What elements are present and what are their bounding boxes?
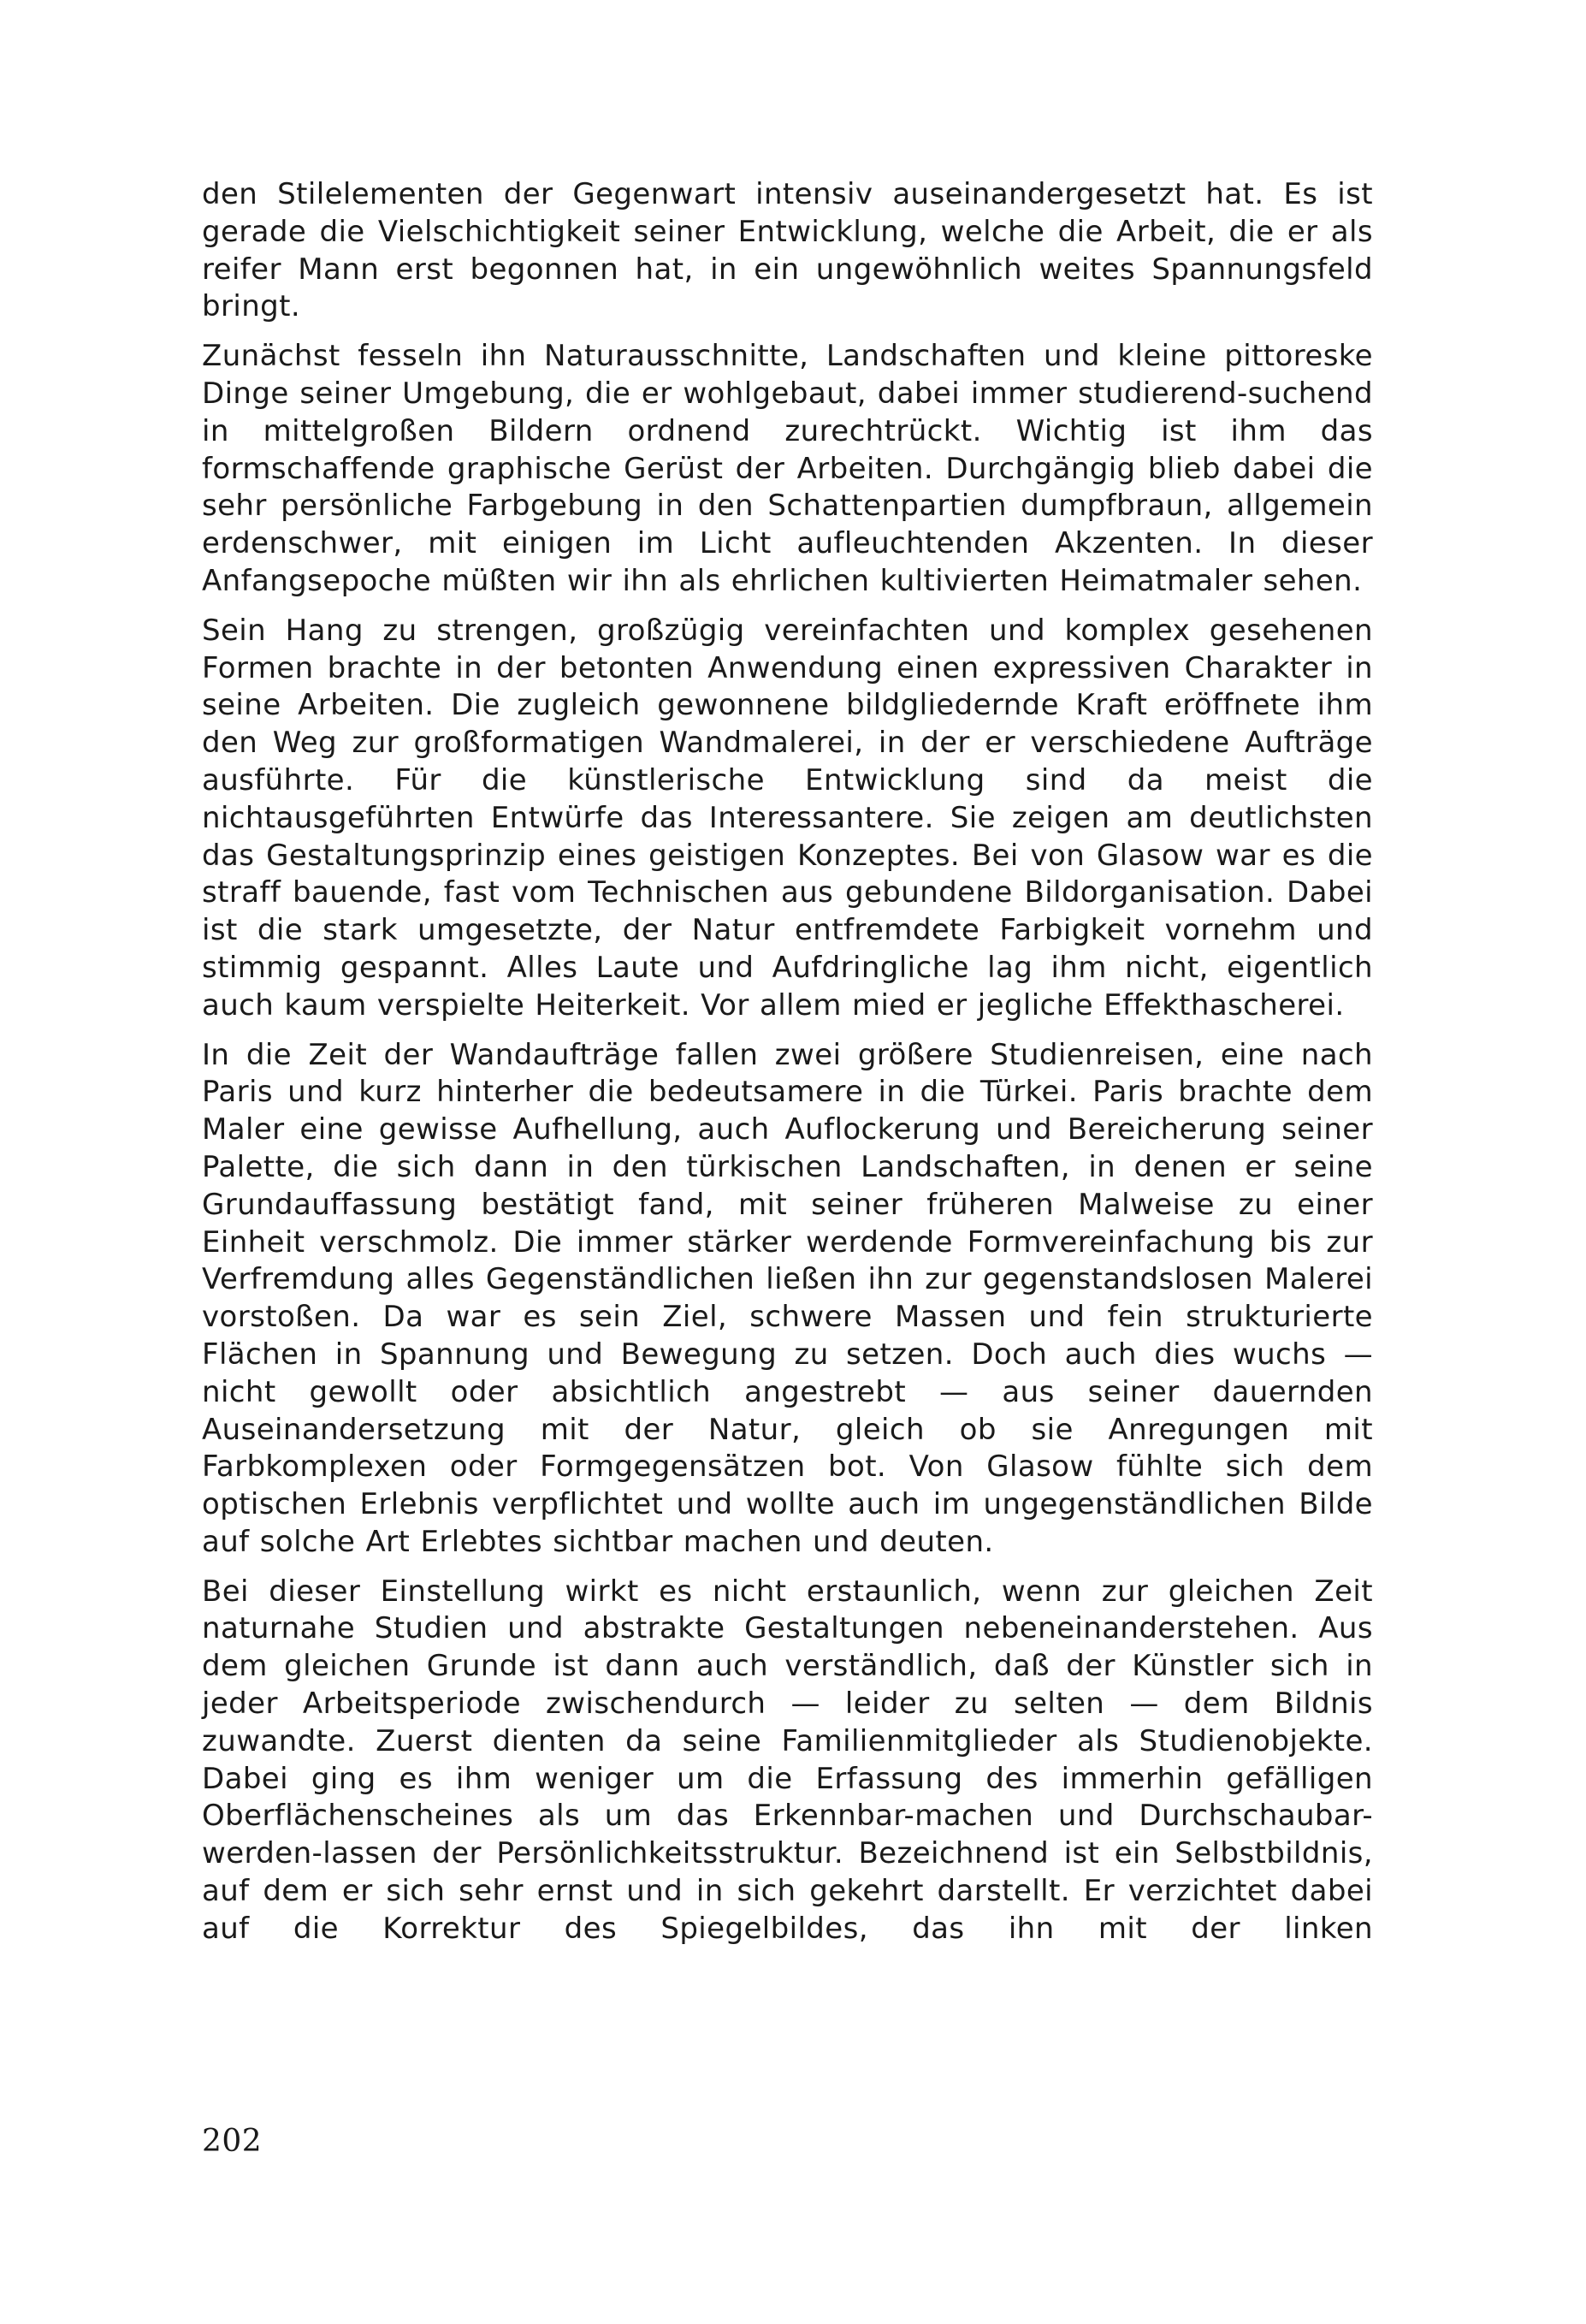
paragraph-4: In die Zeit der Wandaufträge fallen zwei größere Studienreisen, eine nach Paris und kurz hinterher die bedeutsamere in die Türkei. Paris brachte dem Maler eine gewisse Aufhellung, auch Auflockerung und Bereicherung seiner Palette, die sich dann in den türkischen Landschaften, in denen er seine Grundauffassung bestätigt fand, mit seiner früheren Malweise zu einer Einheit verschmolz. Die immer stärker werdende Formvereinfachung bis zur Verfremdung alles Gegenständlichen ließen ihn zur gegenstandslosen Malerei vorstoßen. Da war es sein Ziel, schwere Massen und fein strukturierte Flächen in Spannung und Bewegung zu setzen. Doch auch dies wuchs — nicht gewollt oder absichtlich angestrebt — aus seiner dauernden Auseinandersetzung mit der Natur, gleich ob sie Anregungen mit Farbkomplexen oder Formgegensätzen bot. Von Glasow fühlte sich dem optischen Erlebnis verpflichtet und wollte auch im ungegenständlichen Bilde auf solche Art Erlebtes sichtbar machen und deuten. — [202, 1037, 1373, 1559]
paragraph-2: Zunächst fesseln ihn Naturausschnitte, Landschaften und kleine pittoreske Dinge seiner Umgebung, die er wohlgebaut, dabei immer studierend-suchend in mittelgroßen Bildern ordnend zurechtrückt. Wichtig ist ihm das formschaffende graphische Gerüst der Arbeiten. Durchgängig blieb dabei die sehr persönliche Farbgebung in den Schattenpartien dumpfbraun, allgemein erdenschwer, mit einigen im Licht aufleuchtenden Akzenten. In dieser Anfangsepoche müßten wir ihn als ehrlichen kultivierten Heimatmaler sehen. — [202, 339, 1373, 598]
page-number: 202 — [202, 2124, 263, 2159]
page-body — [202, 176, 1373, 1948]
paragraph-3: Sein Hang zu strengen, großzügig vereinfachten und komplex gesehenen Formen brachte in der betonten Anwendung einen expressiven Charakter in seine Arbeiten. Die zugleich gewonnene bildgliedernde Kraft eröffnete ihm den Weg zur großformatigen Wandmalerei, in der er verschiedene Aufträge ausführte. Für die künstlerische Entwicklung sind da meist die nichtausgeführten Entwürfe das Interessantere. Sie zeigen am deutlichsten das Gestaltungsprinzip eines geistigen Konzeptes. Bei von Glasow war es die straff bauende, fast vom Technischen aus gebundene Bildorganisation. Dabei ist die stark umgesetzte, der Natur entfremdete Farbigkeit vornehm und stimmig gespannt. Alles Laute und Aufdringliche lag ihm nicht, eigentlich auch kaum verspielte Heiterkeit. Vor allem mied er jegliche Effekthascherei. — [202, 613, 1373, 1023]
paragraph-1: den Stilelementen der Gegenwart intensiv auseinandergesetzt hat. Es ist gerade die Vielschichtigkeit seiner Entwicklung, welche die Arbeit, die er als reifer Mann erst begonnen hat, in ein ungewöhnlich weites Spannungsfeld bringt. — [202, 177, 1373, 324]
paragraph-5: Bei dieser Einstellung wirkt es nicht erstaunlich, wenn zur gleichen Zeit naturnahe Studien und abstrakte Gestaltungen nebeneinanderstehen. Aus dem gleichen Grunde ist dann auch verständlich, daß der Künstler sich in jeder Arbeitsperiode zwischendurch — leider zu selten — dem Bildnis zuwandte. Zuerst dienten da seine Familienmitglieder als Studienobjekte. Dabei ging es ihm weniger um die Erfassung des immerhin gefälligen Oberflächenscheines als um das Erkennbar-machen und Durchschaubar-werden-lassen der Persönlichkeitsstruktur. Bezeichnend ist ein Selbstbildnis, auf dem er sich sehr ernst und in sich gekehrt darstellt. Er verzichtet dabei auf die Korrektur des Spiegelbildes, das ihn mit der linken — [202, 1574, 1373, 1946]
